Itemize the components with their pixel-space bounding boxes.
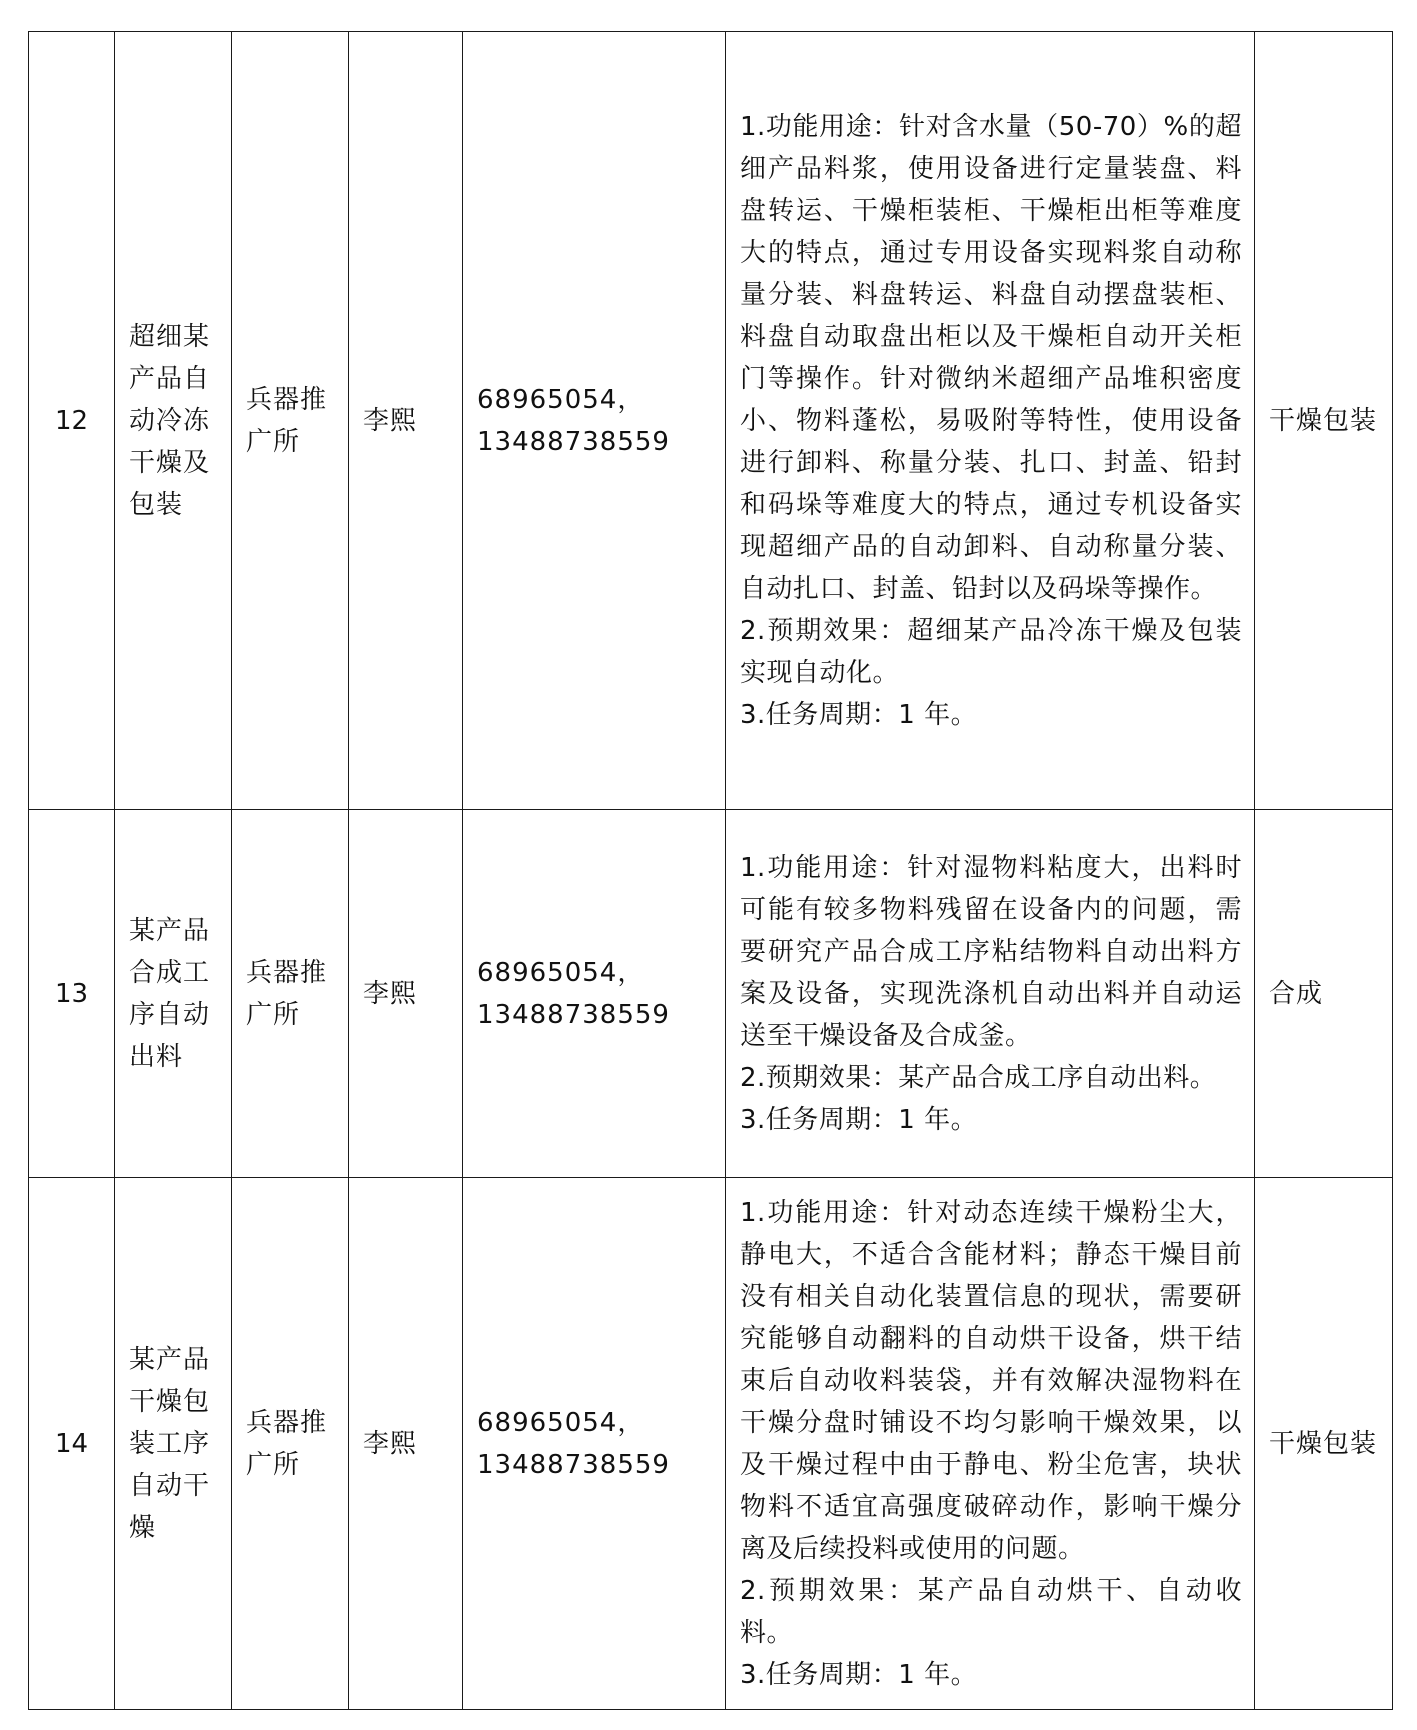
content-function: 1.功能用途：针对动态连续干燥粉尘大，静电大，不适合含能材料；静态干燥目前没有相关自动化装置信息的现状，需要研究能够自动翻料的自动烘干设备，烘干结束后自动收料装袋，并有效解决湿物料在干燥分盘时铺设不均匀影响干燥效果，以及干燥过程中由于静电、粉尘危害，块状物料不适宜高强度破碎动作，影响干燥分离及后续投料或使用的问题。 (740, 1197, 1242, 1564)
content-effect: 2.预期效果：超细某产品冷冻干燥及包装实现自动化。 (740, 615, 1242, 688)
contact-person: 李熙 (349, 810, 463, 1178)
content-function: 1.功能用途：针对湿物料粘度大，出料时可能有较多物料残留在设备内的问题，需要研究产品合成工序粘结物料自动出料方案及设备，实现洗涤机自动出料并自动运送至干燥设备及合成釜。 (740, 852, 1242, 1051)
contact-phone (463, 810, 726, 1178)
content-effect: 2.预期效果：某产品自动烘干、自动收料。 (740, 1575, 1242, 1648)
unit-name: 兵器推广所 (232, 810, 349, 1178)
unit-name: 兵器推广所 (232, 32, 349, 810)
project-table (28, 31, 1393, 1710)
project-content (726, 1178, 1255, 1710)
project-name: 某产品合成工序自动出料 (115, 810, 232, 1178)
content-period: 3.任务周期：1 年。 (740, 699, 978, 730)
table-row (29, 810, 1393, 1178)
contact-phone (463, 1178, 726, 1710)
project-name: 超细某产品自动冷冻干燥及包装 (115, 32, 232, 810)
unit-name: 兵器推广所 (232, 1178, 349, 1710)
category: 干燥包装 (1255, 32, 1393, 810)
phone-office: 68965054， (477, 957, 645, 988)
contact-person: 李熙 (349, 1178, 463, 1710)
phone-mobile: 13488738559 (477, 999, 670, 1030)
phone-office: 68965054， (477, 384, 645, 415)
table-row (29, 32, 1393, 810)
table-row (29, 1178, 1393, 1710)
content-period: 3.任务周期：1 年。 (740, 1104, 978, 1135)
category: 干燥包装 (1255, 1178, 1393, 1710)
content-function: 1.功能用途：针对含水量（50-70）%的超细产品料浆，使用设备进行定量装盘、料盘转运、干燥柜装柜、干燥柜出柜等难度大的特点，通过专用设备实现料浆自动称量分装、料盘转运、料盘自动摆盘装柜、料盘自动取盘出柜以及干燥柜自动开关柜门等操作。针对微纳米超细产品堆积密度小、物料蓬松，易吸附等特性，使用设备进行卸料、称量分装、扎口、封盖、铅封和码垛等难度大的特点，通过专机设备实现超细产品的自动卸料、自动称量分装、自动扎口、封盖、铅封以及码垛等操作。 (740, 111, 1242, 604)
project-content (726, 810, 1255, 1178)
row-number: 13 (29, 810, 115, 1178)
project-name: 某产品干燥包装工序自动干燥 (115, 1178, 232, 1710)
project-content (726, 32, 1255, 810)
content-period: 3.任务周期：1 年。 (740, 1659, 978, 1690)
row-number: 14 (29, 1178, 115, 1710)
phone-office: 68965054， (477, 1407, 645, 1438)
phone-mobile: 13488738559 (477, 426, 670, 457)
content-effect: 2.预期效果：某产品合成工序自动出料。 (740, 1062, 1217, 1093)
contact-phone (463, 32, 726, 810)
phone-mobile: 13488738559 (477, 1449, 670, 1480)
contact-person: 李熙 (349, 32, 463, 810)
row-number: 12 (29, 32, 115, 810)
category: 合成 (1255, 810, 1393, 1178)
